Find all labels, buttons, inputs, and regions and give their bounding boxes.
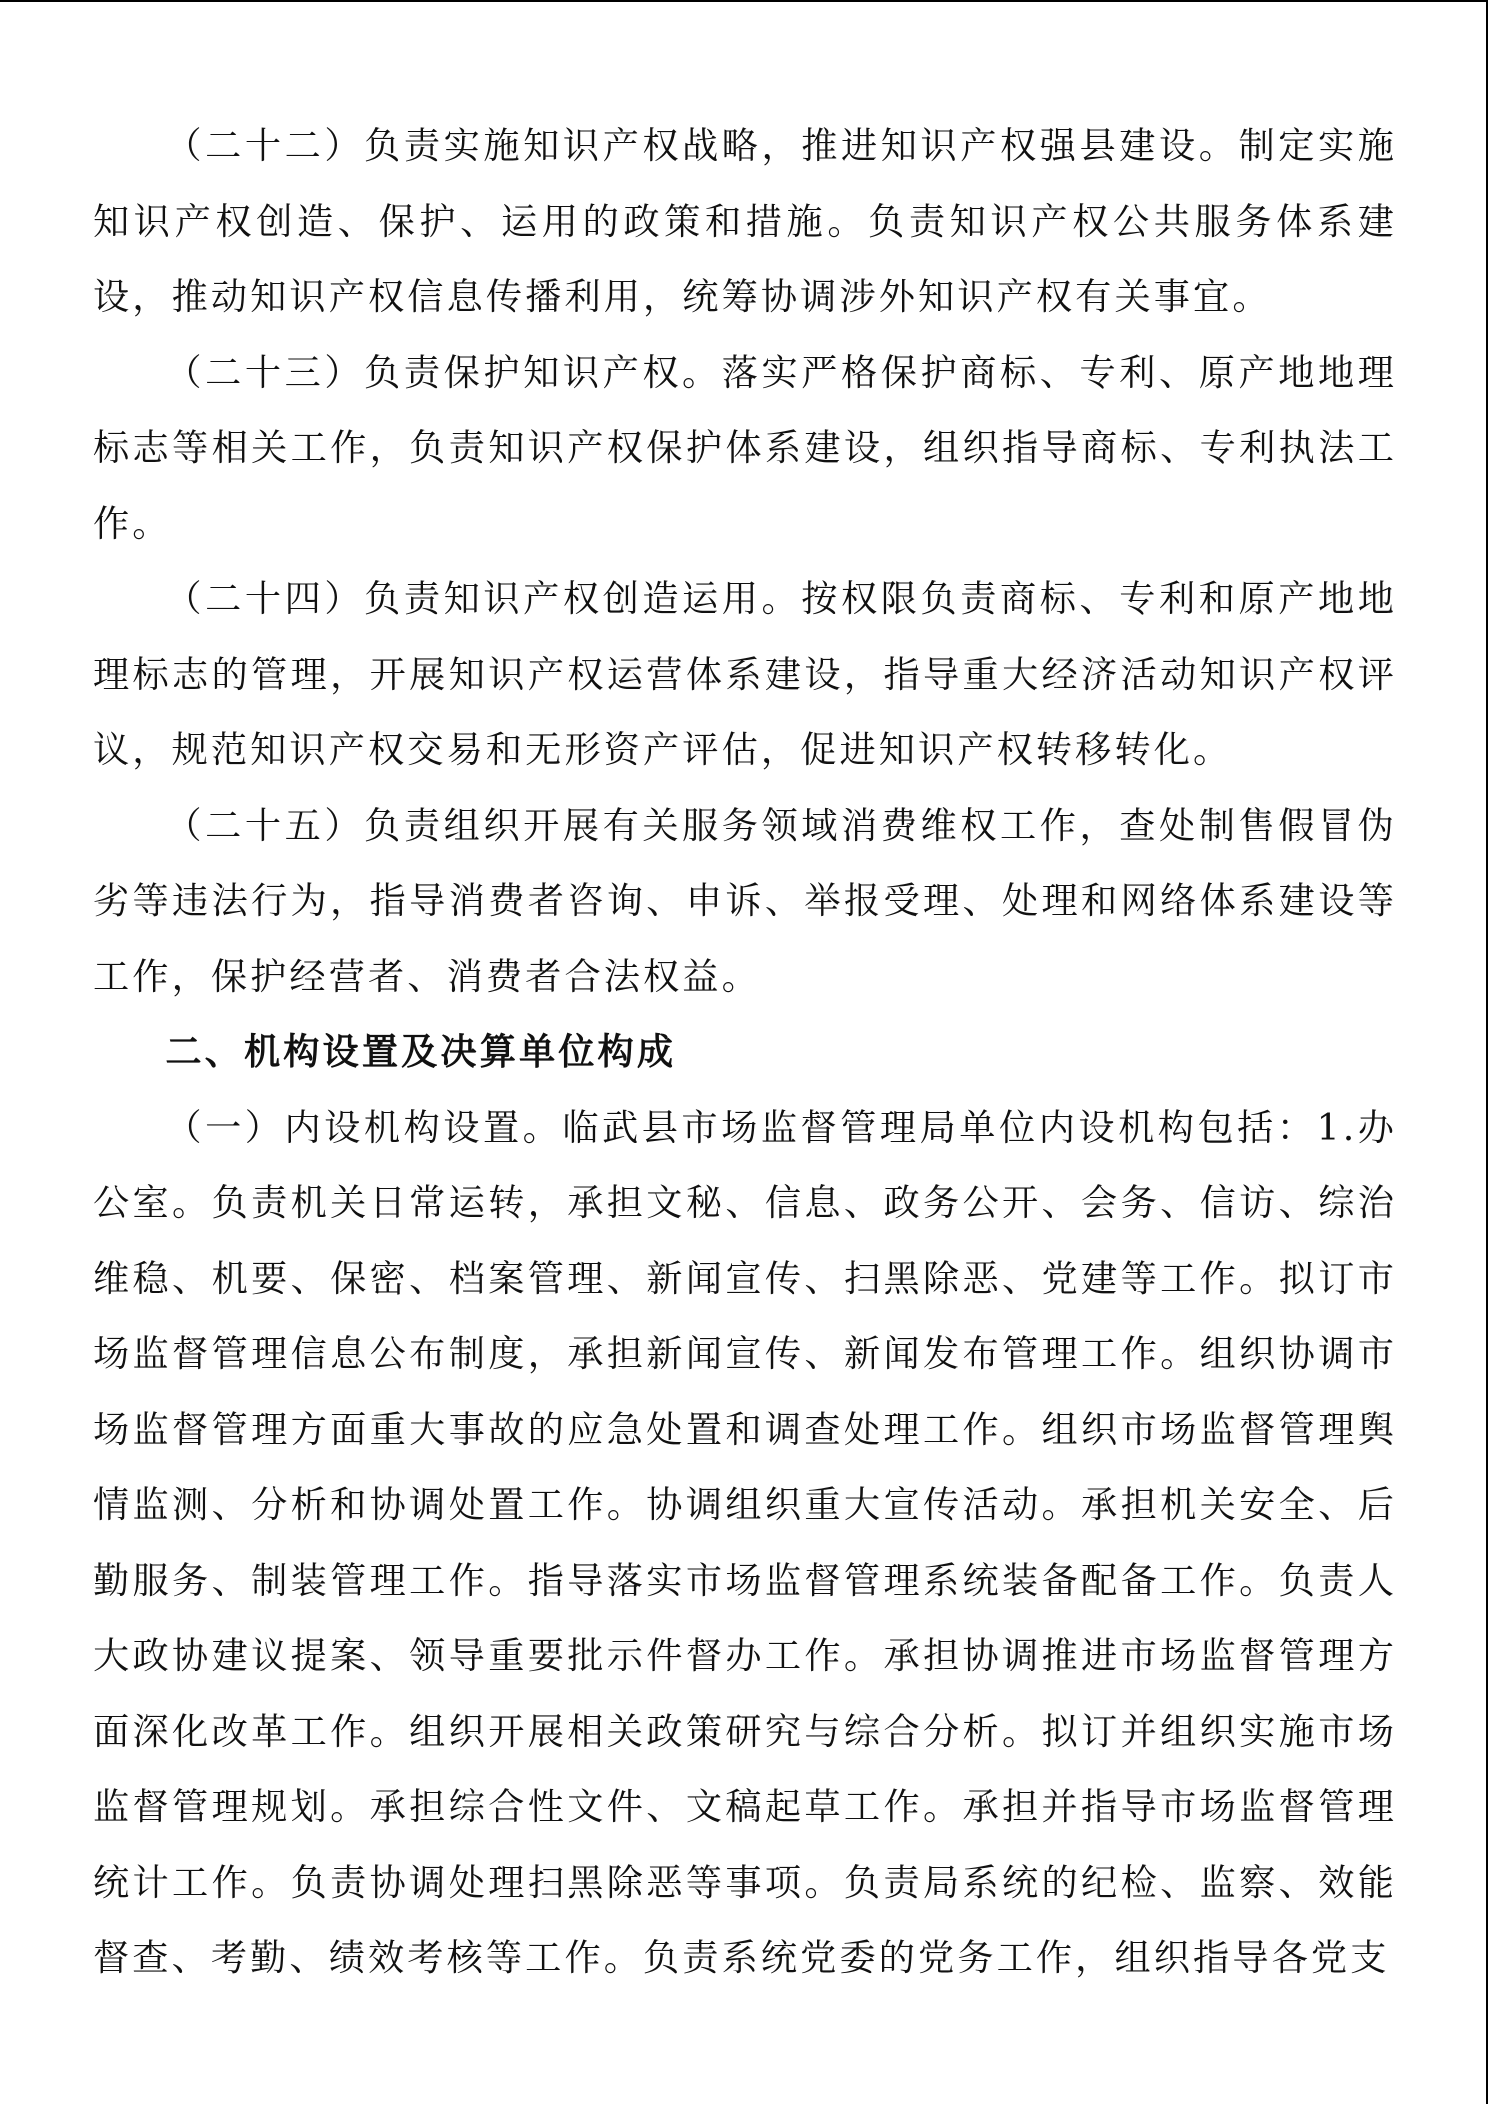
paragraph-24: （二十四）负责知识产权创造运用。按权限负责商标、专利和原产地地理标志的管理，开展知识产权运营体系建设，指导重大经济活动知识产权评议，规范知识产权交易和无形资产评估，促进知识产权转移转化。 (93, 577, 1397, 771)
org-structure-paragraph: （一）内设机构设置。临武县市场监督管理局单位内设机构包括：1.办公室。负责机关日常运转，承担文秘、信息、政务公开、会务、信访、综治维稳、机要、保密、档案管理、新闻宣传、扫黑除恶、党建等工作。拟订市场监督管理信息公布制度，承担新闻宣传、新闻发布管理工作。组织协调市场监督管理方面重大事故的应急处置和调查处理工作。组织市场监督管理舆情监测、分析和协调处置工作。协调组织重大宣传活动。承担机关安全、后勤服务、制装管理工作。指导落实市场监督管理系统装备配备工作。负责人大政协建议提案、领导重要批示件督办工作。承担协调推进市场监督管理方面深化改革工作。组织开展相关政策研究与综合分析。拟订并组织实施市场监督管理规划。承担综合性文件、文稿起草工作。承担并指导市场监督管理统计工作。负责协调处理扫黑除恶等事项。负责局系统的纪检、监察、效能督查、考勤、绩效考核等工作。负责系统党委的党务工作，组织指导各党支 (93, 1105, 1397, 1979)
section-heading: 二、机构设置及决算单位构成 (165, 1030, 677, 1073)
paragraph-22: （二十二）负责实施知识产权战略，推进知识产权强县建设。制定实施知识产权创造、保护、运用的政策和措施。负责知识产权公共服务体系建设，推动知识产权信息传播利用，统筹协调涉外知识产权有关事宜。 (93, 124, 1397, 318)
document-body (93, 108, 1397, 1996)
page-top-border (0, 0, 1488, 2)
paragraph-25: （二十五）负责组织开展有关服务领域消费维权工作，查处制售假冒伪劣等违法行为，指导消费者咨询、申诉、举报受理、处理和网络体系建设等工作，保护经营者、消费者合法权益。 (93, 803, 1397, 998)
paragraph-23: （二十三）负责保护知识产权。落实严格保护商标、专利、原产地地理标志等相关工作，负责知识产权保护体系建设，组织指导商标、专利执法工作。 (93, 350, 1397, 545)
